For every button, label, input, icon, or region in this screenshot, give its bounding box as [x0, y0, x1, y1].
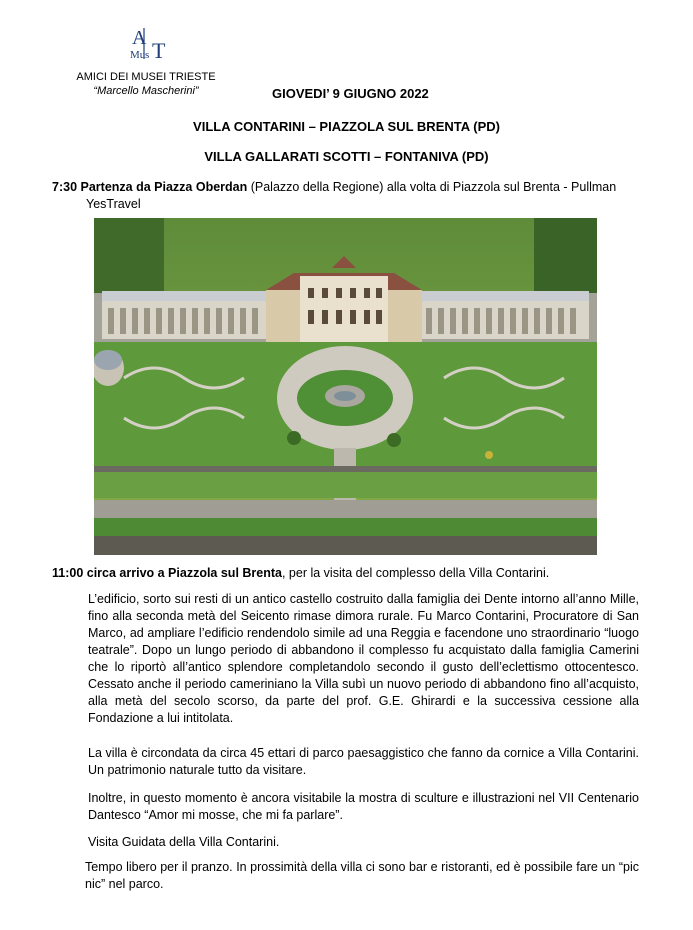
logo — [128, 26, 172, 60]
logo-letter-s: s — [145, 49, 150, 60]
park-paragraph: La villa è circondata da circa 45 ettari di parco paesaggistico che fanno da cornice a Villa Contarini. Un patrimonio naturale tutto da visitare. — [88, 746, 639, 777]
guided-visit-line: Visita Guidata della Villa Contarini. — [88, 835, 280, 849]
departure-text: (Palazzo della Regione) alla volta di Piazzola sul Brenta - Pullman — [247, 180, 617, 194]
title-villa-contarini: VILLA CONTARINI – PIAZZOLA SUL BRENTA (PD) — [193, 119, 500, 134]
departure-paragraph — [52, 179, 638, 213]
logo-letter-t: T — [152, 38, 166, 60]
org-name: AMICI DEI MUSEI TRIESTE — [76, 71, 216, 83]
villa-aerial-photo — [94, 218, 597, 555]
logo-letters-mu: Mu — [130, 49, 146, 60]
lunch-paragraph: Tempo libero per il pranzo. In prossimità della villa ci sono bar e ristoranti, ed è possibile fare un “pic nic” nel parco. — [85, 860, 639, 891]
org-subtitle: “Marcello Mascherini” — [93, 85, 199, 97]
title-villa-gallarati: VILLA GALLARATI SCOTTI – FONTANIVA (PD) — [204, 149, 489, 164]
logo-letter-a: A — [132, 27, 147, 49]
arrival-line — [52, 566, 549, 580]
departure-time: 7:30 — [52, 180, 78, 194]
event-date: GIOVEDI’ 9 GIUGNO 2022 — [272, 86, 429, 101]
arrival-bold: 11:00 circa arrivo a Piazzola sul Brenta — [52, 566, 282, 580]
departure-bold: Partenza da Piazza Oberdan — [80, 180, 248, 194]
departure-cont: YesTravel — [86, 197, 141, 211]
history-paragraph: L’edificio, sorto sui resti di un antico castello costruito dalla famiglia dei Dente intorno all’anno Mille, fino alla seconda metà del Seicento rimase dimora rurale. Fu Marco Contarini, Procuratore di San Marco, ad ampliare l’edificio rendendolo simile ad una Reggia e facendone uno straordinario “luogo teatrale”. Dopo un lungo periodo di abbandono il complesso fu acquistato dalla famiglia Camerini che lo riportò all’antico splendore completandolo secondo il gusto dell’eclettismo ottocentesco. Cessato anche il periodo cameriniano la Villa subì un nuovo periodo di abbandono fino all’acquisto, alla metà del secolo scorso, da parte del prof. G.E. Ghirardi e la successiva cessione alla Fondazione a lui intitolata. — [88, 592, 639, 725]
arrival-text: , per la visita del complesso della Villa Contarini. — [281, 566, 550, 580]
organization — [66, 70, 226, 98]
exhibition-paragraph: Inoltre, in questo momento è ancora visitabile la mostra di sculture e illustrazioni nel VII Centenario Dantesco “Amor mi mosse, che mi fa parlare”. — [88, 791, 639, 822]
